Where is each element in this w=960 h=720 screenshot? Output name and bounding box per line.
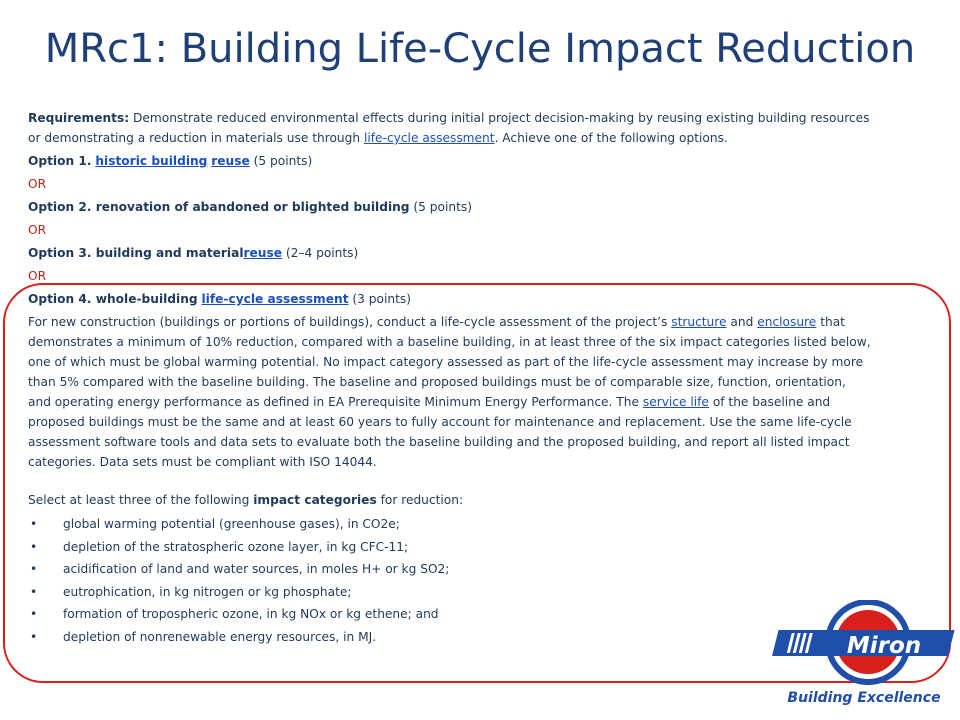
reuse-link-2[interactable]: reuse	[243, 246, 282, 260]
lca-link[interactable]: life-cycle assessment	[363, 131, 495, 145]
option4-paragraph-line-3: one of which must be global warming potential. No impact category assessed as part of the life-cycle assessment may increase by more	[28, 355, 864, 369]
option4-paragraph-line-2: demonstrates a minimum of 10% reduction, compared with a baseline building, in at least three of the six impact categories listed below,	[28, 335, 871, 349]
option2-points: (5 points)	[413, 200, 472, 214]
reuse-link-1[interactable]: reuse	[211, 154, 250, 168]
option4-paragraph-line-8: categories. Data sets must be compliant with ISO 14044.	[28, 455, 377, 469]
or-divider-3: OR	[28, 269, 47, 283]
select-bold: impact categories	[253, 493, 377, 507]
requirements-text-3: . Achieve one of the following options.	[494, 131, 728, 145]
logo-tagline: Building Excellence	[787, 690, 941, 706]
slide-title: MRc1: Building Life-Cycle Impact Reduction	[44, 26, 916, 72]
list-item: • formation of tropospheric ozone, in kg NOx or kg ethene; and	[28, 604, 928, 627]
list-item: • eutrophication, in kg nitrogen or kg phosphate;	[28, 582, 928, 605]
option4-text: and	[730, 315, 754, 329]
option2-line	[28, 197, 928, 217]
lca-link-2[interactable]: life-cycle assessment	[201, 292, 349, 306]
option4-text: of the baseline and	[712, 395, 831, 409]
logo-name: Miron	[846, 633, 922, 659]
option1-line	[28, 151, 928, 171]
option4-text: For new construction (buildings or portions of buildings), conduct a life-cycle assessment of the project’s	[28, 315, 668, 329]
miron-logo-graphic	[772, 600, 960, 710]
or-divider-1: OR	[28, 177, 47, 191]
enclosure-link[interactable]: enclosure	[757, 315, 817, 329]
option3-points: (2–4 points)	[285, 246, 359, 260]
select-prefix: Select at least three of the following	[28, 493, 250, 507]
option3-label: Option 3. building and material	[28, 246, 244, 260]
or-divider-2: OR	[28, 223, 47, 237]
option4-label: Option 4. whole-building	[28, 292, 198, 306]
requirements-line-2	[28, 128, 928, 148]
requirements-label: Requirements:	[28, 111, 130, 125]
option4-paragraph-line-7: assessment software tools and data sets to evaluate both the baseline building and the proposed building, and report all listed impact	[28, 435, 850, 449]
list-item: • global warming potential (greenhouse gases), in CO2e;	[28, 514, 928, 537]
option1-label: Option 1.	[28, 154, 92, 168]
miron-logo	[772, 600, 960, 710]
option4-paragraph-line-6: proposed buildings must be the same and at least 60 years to fully account for maintenance and replacement. Use the same life-cycle	[28, 415, 852, 429]
option2-label: Option 2. renovation of abandoned or blighted building	[28, 200, 410, 214]
option4-text: that	[820, 315, 845, 329]
requirements-text-1: Demonstrate reduced environmental effects during initial project decision-making by reusing existing building resources	[132, 111, 870, 125]
option4-paragraph-line-4: than 5% compared with the baseline building. The baseline and proposed buildings must be of comparable size, function, orientation,	[28, 375, 846, 389]
list-item: • acidification of land and water sources, in moles H+ or kg SO2;	[28, 559, 928, 582]
option4-text: and operating energy performance as defined in EA Prerequisite Minimum Energy Performance. The	[28, 395, 639, 409]
historic-building-link[interactable]: historic building	[95, 154, 208, 168]
option1-points: (5 points)	[253, 154, 313, 168]
requirements-text-2: or demonstrating a reduction in materials use through	[28, 131, 361, 145]
option3-line	[28, 243, 928, 263]
structure-link[interactable]: structure	[671, 315, 727, 329]
select-suffix: for reduction:	[380, 493, 464, 507]
requirements-line-1	[28, 108, 928, 128]
list-item: • depletion of the stratospheric ozone layer, in kg CFC-11;	[28, 537, 928, 560]
list-item: • depletion of nonrenewable energy resources, in MJ.	[28, 627, 928, 650]
service-life-link[interactable]: service life	[642, 395, 709, 409]
option4-points: (3 points)	[352, 292, 411, 306]
